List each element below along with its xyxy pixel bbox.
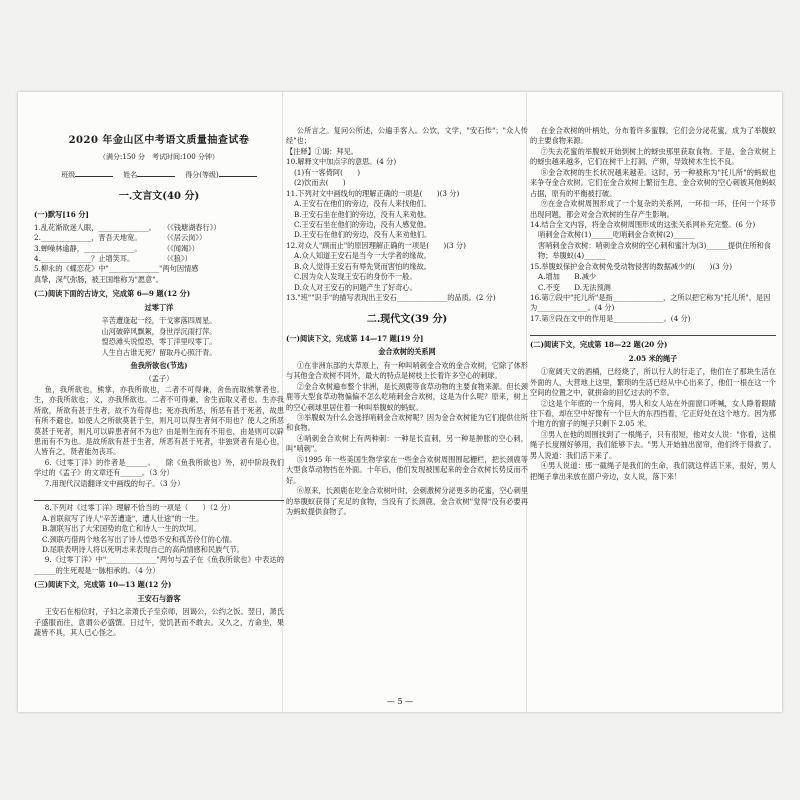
option-c: C.王安石坐在他们的旁边，没有人感觉他。 bbox=[294, 219, 431, 229]
option-b: B.颔联写出了大宋国势的危亡和诗人一生的坎坷。 bbox=[42, 524, 201, 534]
article-paragraph: ④哨刺金合欢树上有两种刺：一种是长直刺，另一种是肿胀的空心刺，叫"哨刺"。 bbox=[286, 433, 528, 454]
paper-subtitle: （满分:150 分 考试时间:100 分钟） bbox=[99, 152, 219, 161]
name-label: 姓名 bbox=[123, 170, 138, 179]
passage-text: 王安石在相位时，子妇之亲萧氏子至京师，因谒公，公约之饭。翌日，萧氏子盛服而往，意谓公必盛馔。日过午，觉饥甚而不敢去。又久之，方命坐，果蔬皆不具，其人已心怪之。 bbox=[34, 607, 284, 638]
answer-line[interactable] bbox=[34, 491, 284, 501]
question-10: 10.解释文中加点字的意思。(4 分) bbox=[286, 157, 397, 167]
article-paragraph: ②金合欢树遍布整个非洲，是长颈鹿等食草动物的主要食物来源。但长颈鹿等大型食草动物偏偏不怎么吃哨刺金合欢树，这是为什么呢？原来，树上的空心刺球里居住着一种叫举腹蚁的蚂蚁。 bbox=[286, 381, 528, 412]
question-line: 4.______________？止增笑耳。 （《狼》） bbox=[34, 254, 192, 264]
answer-line[interactable] bbox=[530, 326, 776, 336]
question-17: 17.第⑨段在文中的作用是______________。(4 分) bbox=[530, 313, 691, 323]
name-blank[interactable] bbox=[137, 176, 175, 177]
option-d: D.王安石在他们的旁边，没有人来劝他们。 bbox=[294, 230, 432, 240]
story-paragraph: ①宽阔天文的酒桶，已经烧了，所以行人的行走了，他们在了那块生活在外面的人，大营地上这里，繁琐的生活已经从中心出来了，他们一根在这一个空间的位置之中，就拼命的回忆过去的不幸。 bbox=[530, 367, 776, 398]
poem-line: 山河破碎风飘絮，身世浮沉雨打萍。 bbox=[101, 326, 217, 336]
question-8: 8.下列对《过零丁洋》理解不恰当的一项是（ ）（2 分） bbox=[44, 503, 235, 513]
question-6: 6.《过零丁洋》的作者是______。 除《鱼我所欲也》外，初中阶段我们学过的《孟子》的文章还有______。（3 分） bbox=[34, 457, 284, 478]
story-title: 2.05 米的绳子 bbox=[628, 353, 678, 363]
class-blank[interactable] bbox=[75, 176, 113, 177]
question-line: 3.蝉噪林逾静，______________。 （《闻竭》） bbox=[34, 243, 199, 253]
note: 【注释】①谒：拜见。 bbox=[286, 146, 358, 156]
article-paragraph: ⑧金合欢树的生长状况越来越差。这时，另一种被称为"托儿所"的蚂蚁也来争夺金合欢树。它们在金合欢树上繁衍生息，金合欢树的空心刺被其他蚂蚁占据，原有的平衡被打破。 bbox=[530, 167, 776, 198]
question-15: 15.举腹蚁保护金合欢树免受动物侵害的数据减少的( )(3 分) bbox=[530, 261, 733, 271]
passage-text: 公所言之。复问公所述，公遍手客入。公饮，文学，"安石传"；"众人传经"也； bbox=[286, 126, 528, 146]
part-heading: (一)默写[16 分] bbox=[34, 210, 89, 220]
option-a: A.首联叙写了诗人"辛苦遭逢"，遭人仕途"的一生。 bbox=[42, 513, 204, 523]
student-info bbox=[34, 170, 284, 180]
option-b: B.众人觉得王安石有辱先贤而害怕的缘故。 bbox=[294, 261, 431, 271]
question-line: 真挚，深气弥肠，被王国维称为"愿意"。 bbox=[34, 274, 163, 284]
prose-author: （孟子） bbox=[144, 374, 174, 384]
part-heading: (三)阅读下文，完成第 10—13 题(12 分) bbox=[34, 580, 172, 590]
question-item: 害哨刺金合欢树：哨刺金合欢树的空心刺和蜜汁为(3)______提供住所和食物；举腹蚁(4)______ bbox=[538, 240, 771, 261]
question-13: 13."班""识手"的描写表现出王安石______________的品质。(2 分) bbox=[286, 293, 496, 302]
part-heading: (二)阅读下文，完成第 18—22 题(20 分) bbox=[530, 340, 668, 350]
part-heading: (二)阅读下面的古诗文，完成第 6—9 题(12 分) bbox=[34, 289, 191, 299]
question-item: 哨刺金合欢树(1)______吃哨刺金合欢树(2)______ bbox=[538, 230, 695, 240]
question-line: 1.乱花渐欲迷人眼，______________。 （《钱塘湖春行》） bbox=[34, 222, 221, 232]
prose-paragraph: 鱼，我所欲也，熊掌，亦我所欲也，二者不可得兼，舍鱼而取熊掌者也。生，亦我所欲也；义，亦我所欲也。二者不可得兼，舍生而取义者也。生亦我所欲，所欲有甚于生者，故不为苟得也；死亦我所恶，所恶有甚于死者，故患有所不避也。如使人之所欲莫甚于生，则凡可以得生者何不用也？使人之所恶莫甚于死者，则凡可以辟患者何不为也？由是则生而有不用也，由是则可以辟患而有不为也。是故所欲有甚于生者，所恶有甚于死者，非独贤者有是心也，人皆有之，贤者能勿丧耳。 bbox=[34, 384, 284, 457]
option-c: C.颈联巧借两个地名写出了诗人惶恐不安和孤苦伶仃的心情。 bbox=[42, 534, 237, 544]
page-number: — 5 — bbox=[386, 697, 414, 706]
article-paragraph: ③举腹蚁为什么会选择哨刺金合欢树呢？因为金合欢树能为它们提供住所和食物。 bbox=[286, 413, 528, 433]
question-12: 12.对众人"顾而止"的原因理解正确的一项是( )(3 分) bbox=[286, 240, 466, 250]
paper-title: 2020 年金山区中考语文质量抽查试卷 bbox=[68, 135, 250, 146]
article-paragraph: ⑥原来，长颈鹿在吃金合欢树叶时，会刺激树分泌更多的花蜜，空心刺里的举腹蚁获得了充足的食物，当没有了长颈鹿，金合欢树"觉得"没有必要再为蚂蚁提供食物了。 bbox=[286, 486, 528, 516]
column-right bbox=[530, 92, 776, 712]
article-paragraph: ⑨在金合欢树周围形成了一个复杂的关系网，一环扣一环，任何一个环节出现问题，都会对金合欢树的生存产生影响。 bbox=[530, 199, 776, 219]
section-title: 二.现代文(39 分) bbox=[366, 314, 448, 326]
option-d: D.众人对王安石的问题产生了好奇心。 bbox=[294, 282, 417, 292]
article-paragraph: ①在非洲东部的大草原上，有一种叫哨刺金合欢的金合欢树，它除了体形与其他金合欢树不同外，最大的特点是树枝上长着许多空心的刺球。 bbox=[286, 360, 528, 381]
option-d: D.尾联表明诗人将以死明志来表现自己的高尚情感和民族气节。 bbox=[42, 544, 244, 554]
poem-line: 辛苦遭逢起一经，干戈寥落四周星。 bbox=[101, 316, 217, 326]
poem-line: 人生自古谁无死？留取丹心照汗青。 bbox=[101, 347, 217, 357]
question-16: 16.第⑦段中"托儿所"是指______________，之所以把它称为"托儿所"，是因为______________。(4 分) bbox=[530, 293, 771, 313]
poem-title: 过零丁洋 bbox=[144, 302, 174, 312]
section-title: 一.文言文(40 分) bbox=[118, 190, 200, 202]
question-item: (1)有一客倚阿( ) bbox=[294, 167, 361, 177]
option-c: C.因为众人发现王安石的身份不一般。 bbox=[294, 272, 417, 282]
question-line: 5.柳永的《蝶恋花》中"______________"两句因情感 bbox=[34, 264, 199, 274]
part-heading: (一)阅读下文，完成第 14—17 题[19 分] bbox=[286, 333, 424, 343]
prose-title: 鱼我所欲也(节选) bbox=[130, 360, 188, 370]
article-paragraph: ⑦失去花蜜的举腹蚁开始到树上的蚜虫那里获取食物。于是，金合欢树上的蚜虫越来越多，它们在树干上打洞、产卵，导致树木生长不良。 bbox=[530, 146, 776, 167]
question-line: 2.______________，晋吾天地宽。 （《居云岗》） bbox=[34, 233, 207, 243]
question-11: 11.下列对文中画线句的理解正确的一项是( )(3 分) bbox=[286, 188, 460, 198]
option-row: A.增加 B.减少 bbox=[538, 272, 597, 282]
article-paragraph: ⑤1995 年一些美国生物学家在一些金合欢树周围围起栅栏，把长颈鹿等大型食草动物挡在外面。十年后，他们发现被围起来的金合欢树长势反而不好。 bbox=[286, 454, 528, 485]
class-label: 班级 bbox=[61, 170, 76, 179]
passage-title: 王安石与游客 bbox=[137, 593, 181, 603]
article-title: 金合欢树的关系网 bbox=[378, 347, 436, 357]
option-a: A.众人知道王安石是当今一大学者的缘故。 bbox=[294, 251, 431, 261]
option-b: B.王安石坐在他们的旁边，没有人来劝他。 bbox=[294, 209, 431, 219]
column-left bbox=[34, 92, 284, 712]
option-a: A.王安石在他们的旁边，没有人来找他们。 bbox=[294, 199, 431, 209]
column-middle bbox=[286, 92, 528, 712]
story-paragraph: ④男人说道：那一截绳子是我们的生命，我们就这样活下来，很好，男人把绳子拿出来放在窗户旁边，女人说，落下来！ bbox=[530, 461, 776, 481]
poem-line: 惶恐滩头说惶恐，零丁洋里叹零丁。 bbox=[101, 337, 217, 347]
question-9: 9.《过零丁洋》中"______________"两句与孟子在《鱼我所欲也》中表达的______的生死观是一脉相承的。（4 分） bbox=[34, 555, 284, 575]
question-item: (2)饮而去( ) bbox=[294, 178, 346, 188]
score-label: 得分(等级) bbox=[185, 170, 219, 179]
story-paragraph: ②这是个年底的一个房间，男人和女人站在外面窗口呼喊，女人睁着眼睛往下看，却在空中好像有一个巨大的东西挡着，它正好处在这个地方。因为那个地方的窗子的绳子只剩下 2.05 米。 bbox=[530, 398, 776, 429]
score-blank[interactable] bbox=[219, 176, 257, 177]
article-paragraph: 在金合欢树的叶柄处，分布着许多蜜腺，它们会分泌花蜜，成为了举腹蚁的主要食物来源。 bbox=[530, 126, 776, 146]
story-paragraph: ③男人在他的周围找到了一根绳子，只有很短，他对女人说："你看，这根绳子长度刚好够用，我们能够下去。"男人开始抽出窗帘，他们终于得救了。男人说道：我们活下来了。 bbox=[530, 429, 776, 460]
option-row: C.不变 D.无法预测 bbox=[538, 282, 611, 292]
question-7: 7.用现代汉语翻译文中画线的句子。（3 分） bbox=[44, 478, 185, 488]
exam-sheet bbox=[18, 92, 782, 712]
question-14: 14.结合全文内容，将金合欢树周围形成的这张关系网补充完整。(6 分) bbox=[530, 219, 756, 229]
